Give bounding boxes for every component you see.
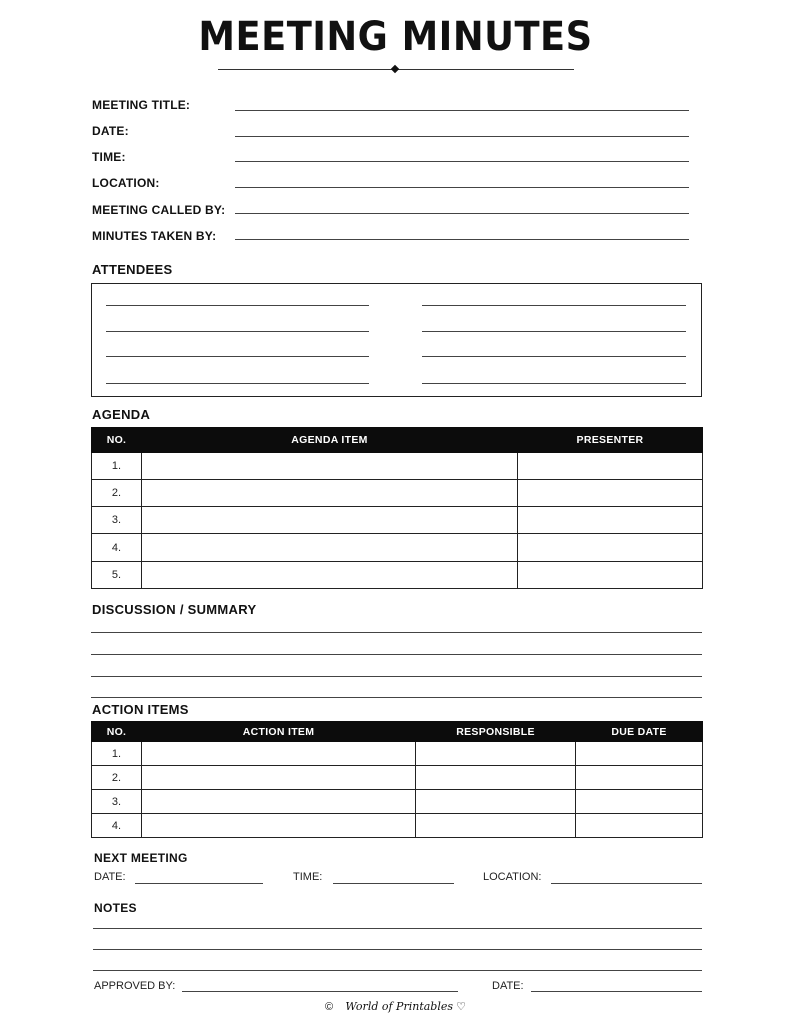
diamond-icon (391, 65, 399, 73)
agenda-heading: AGENDA (92, 407, 151, 422)
discussion-line[interactable] (91, 676, 702, 677)
next-meeting-date-label: DATE: (94, 871, 126, 883)
attendee-line[interactable] (422, 331, 686, 332)
presenter-cell[interactable] (518, 534, 703, 562)
agenda-item-cell[interactable] (142, 534, 518, 562)
meeting-title-label: MEETING TITLE: (92, 98, 191, 112)
table-row (92, 507, 703, 534)
attendees-box (91, 283, 702, 397)
responsible-cell[interactable] (416, 790, 576, 814)
action-item-cell[interactable] (142, 742, 416, 766)
attendee-line[interactable] (422, 383, 686, 384)
action-col-responsible: RESPONSIBLE (416, 722, 576, 742)
row-number: 1. (92, 742, 142, 766)
location-field[interactable] (235, 187, 689, 188)
attendee-line[interactable] (422, 356, 686, 357)
agenda-item-cell[interactable] (142, 480, 518, 507)
row-number: 5. (92, 562, 142, 589)
responsible-cell[interactable] (416, 766, 576, 790)
approved-by-label: APPROVED BY: (94, 980, 176, 992)
page-title: MEETING MINUTES (198, 14, 593, 60)
due-date-cell[interactable] (576, 766, 703, 790)
table-row (92, 742, 703, 766)
action-col-due-date: DUE DATE (576, 722, 703, 742)
action-item-cell[interactable] (142, 790, 416, 814)
copyright-symbol: © (325, 1001, 334, 1013)
minutes-taken-by-label: MINUTES TAKEN BY: (92, 229, 217, 243)
next-meeting-location-field[interactable] (551, 883, 702, 884)
discussion-line[interactable] (91, 654, 702, 655)
notes-heading: NOTES (94, 901, 137, 915)
notes-line[interactable] (93, 970, 702, 971)
discussion-line[interactable] (91, 697, 702, 698)
agenda-item-cell[interactable] (142, 562, 518, 589)
next-meeting-heading: NEXT MEETING (94, 851, 188, 865)
notes-line[interactable] (93, 949, 702, 950)
attendees-heading: ATTENDEES (92, 262, 173, 277)
due-date-cell[interactable] (576, 814, 703, 838)
agenda-col-presenter: PRESENTER (518, 428, 703, 453)
responsible-cell[interactable] (416, 742, 576, 766)
date-label: DATE: (92, 124, 129, 138)
presenter-cell[interactable] (518, 453, 703, 480)
approved-by-field[interactable] (182, 991, 458, 992)
notes-line[interactable] (93, 928, 702, 929)
action-col-no: NO. (92, 722, 142, 742)
action-items-heading: ACTION ITEMS (92, 702, 189, 717)
table-row (92, 480, 703, 507)
action-item-cell[interactable] (142, 766, 416, 790)
date-field[interactable] (235, 136, 689, 137)
action-item-cell[interactable] (142, 814, 416, 838)
discussion-line[interactable] (91, 632, 702, 633)
approval-date-field[interactable] (531, 991, 702, 992)
due-date-cell[interactable] (576, 790, 703, 814)
approval-date-label: DATE: (492, 980, 524, 992)
next-meeting-date-field[interactable] (135, 883, 263, 884)
next-meeting-time-field[interactable] (333, 883, 454, 884)
table-row (92, 790, 703, 814)
heart-outline-icon: ♡ (456, 1001, 466, 1013)
attendee-line[interactable] (422, 305, 686, 306)
row-number: 4. (92, 814, 142, 838)
meeting-called-by-field[interactable] (235, 213, 689, 214)
row-number: 3. (92, 507, 142, 534)
row-number: 1. (92, 453, 142, 480)
table-row (92, 766, 703, 790)
next-meeting-time-label: TIME: (293, 871, 323, 883)
attendee-line[interactable] (106, 305, 369, 306)
agenda-item-cell[interactable] (142, 507, 518, 534)
attendee-line[interactable] (106, 356, 369, 357)
minutes-taken-by-field[interactable] (235, 239, 689, 240)
table-row (92, 814, 703, 838)
action-items-table (91, 721, 703, 838)
agenda-col-item: AGENDA ITEM (142, 428, 518, 453)
action-col-item: ACTION ITEM (142, 722, 416, 742)
location-label: LOCATION: (92, 176, 160, 190)
due-date-cell[interactable] (576, 742, 703, 766)
presenter-cell[interactable] (518, 562, 703, 589)
brand-name: World of Printables (345, 1000, 454, 1013)
responsible-cell[interactable] (416, 814, 576, 838)
meeting-title-field[interactable] (235, 110, 689, 111)
attendee-line[interactable] (106, 331, 369, 332)
agenda-item-cell[interactable] (142, 453, 518, 480)
table-row (92, 534, 703, 562)
presenter-cell[interactable] (518, 480, 703, 507)
table-row (92, 453, 703, 480)
meeting-called-by-label: MEETING CALLED BY: (92, 203, 226, 217)
agenda-col-no: NO. (92, 428, 142, 453)
time-field[interactable] (235, 161, 689, 162)
presenter-cell[interactable] (518, 507, 703, 534)
table-row (92, 562, 703, 589)
next-meeting-location-label: LOCATION: (483, 871, 542, 883)
attendee-line[interactable] (106, 383, 369, 384)
row-number: 3. (92, 790, 142, 814)
row-number: 2. (92, 766, 142, 790)
footer (0, 1000, 791, 1013)
discussion-heading: DISCUSSION / SUMMARY (92, 602, 257, 617)
time-label: TIME: (92, 150, 126, 164)
agenda-table (91, 427, 703, 589)
row-number: 4. (92, 534, 142, 562)
row-number: 2. (92, 480, 142, 507)
